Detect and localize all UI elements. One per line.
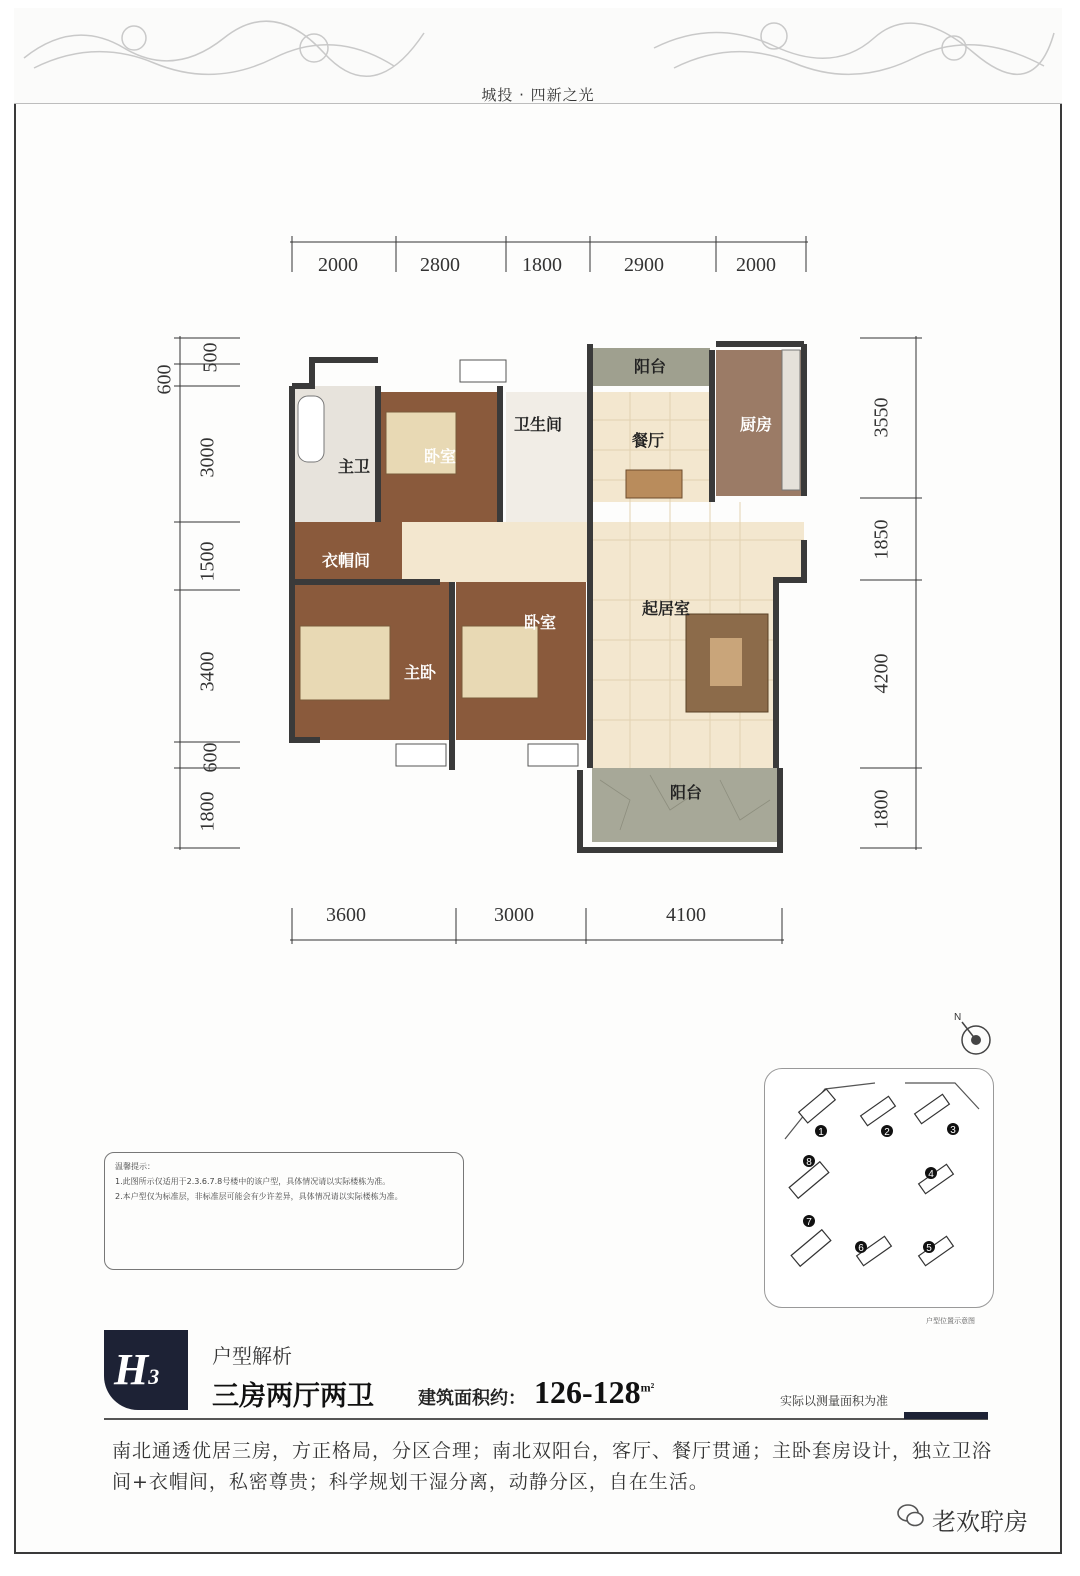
divider-accent (904, 1412, 988, 1419)
layout-name: 三房两厅两卫 (212, 1381, 374, 1412)
svg-text:2: 2 (884, 1127, 890, 1138)
dim-left-2: 500 (199, 342, 222, 373)
svg-text:8: 8 (806, 1157, 812, 1168)
svg-text:1: 1 (818, 1127, 824, 1138)
dim-right-4: 1800 (870, 789, 893, 830)
watermark-text: 老欢聍房 (932, 1508, 1028, 1536)
room-balcony-south: 阳台 (670, 783, 703, 802)
svg-text:7: 7 (806, 1217, 812, 1228)
divider-line (104, 1418, 988, 1420)
banner-title: 城投 · 四新之光 (481, 86, 595, 104)
area-note: 实际以测量面积为准 (780, 1394, 889, 1408)
room-kitchen: 厨房 (740, 415, 773, 434)
svg-text:3: 3 (950, 1125, 956, 1136)
room-bedroom-north: 卧室 (424, 447, 457, 466)
area-value: $126-128^{m^2}$ (534, 1374, 655, 1410)
room-master-bedroom: 主卧 (404, 663, 437, 682)
room-bathroom: 卫生间 (514, 415, 563, 434)
room-bedroom-south: 卧室 (524, 613, 557, 632)
dim-bottom-1: 3600 (326, 904, 366, 926)
dim-top-2: 2800 (420, 254, 460, 276)
room-dining: 餐厅 (632, 431, 665, 450)
site-plan-map (765, 1069, 995, 1309)
layout-description: 南北通透优居三房，方正格局，分区合理；南北双阳台，客厅、餐厅贯通；主卧套房设计，独立卫浴间+衣帽间，私密尊贵；科学规划干湿分离，动静分区，自在生活。 (112, 1440, 993, 1494)
analysis-heading: 户型解析 (212, 1344, 292, 1368)
dim-right-3: 4200 (870, 653, 893, 694)
dim-top-1: 2000 (318, 254, 358, 276)
badge-label: H3 (114, 1345, 160, 1394)
dim-left-6: 600 (199, 742, 222, 773)
area-label: 建筑面积约： (418, 1388, 526, 1409)
dim-left-3: 3000 (196, 437, 219, 478)
dim-bottom-2: 3000 (494, 904, 534, 926)
dim-right-2: 1850 (870, 519, 893, 560)
notice-line-2: 2.本户型仅为标准层，非标准层可能会有少许差异，具体情况请以实际楼栋为准。 (115, 1192, 403, 1202)
dim-left-7: 1800 (196, 791, 219, 832)
room-living: 起居室 (642, 599, 691, 618)
dim-top-5: 2000 (736, 254, 776, 276)
dim-left-5: 3400 (196, 651, 219, 692)
room-balcony-north: 阳台 (634, 357, 667, 376)
site-plan-caption: 户型位置示意图 (926, 1317, 975, 1325)
dim-bottom-3: 4100 (666, 904, 706, 926)
dim-right-1: 3550 (870, 397, 893, 438)
compass-icon (948, 1008, 998, 1058)
dim-left-4: 1500 (196, 541, 219, 582)
svg-text:4: 4 (928, 1169, 934, 1180)
svg-text:5: 5 (926, 1243, 932, 1254)
site-plan (764, 1068, 994, 1308)
dim-left-1: 600 (153, 364, 176, 395)
svg-text:N: N (954, 1012, 962, 1023)
dim-top-4: 2900 (624, 254, 664, 276)
svg-text:6: 6 (858, 1243, 864, 1254)
notice-title: 温馨提示： (115, 1162, 155, 1171)
notice-line-1: 1.此图所示仅适用于2.3.6.7.8号楼中的该户型，具体情况请以实际楼栋为准。 (115, 1177, 391, 1187)
room-master-bath: 主卫 (338, 457, 371, 476)
dim-top-3: 1800 (522, 254, 562, 276)
room-cloakroom: 衣帽间 (322, 551, 371, 570)
wechat-icon (896, 1502, 926, 1530)
unit-type-badge (104, 1330, 188, 1410)
notice-box (104, 1152, 464, 1270)
